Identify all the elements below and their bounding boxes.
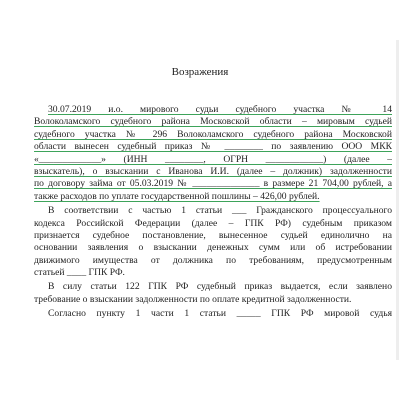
text-line: статьей ____ ГПК РФ. bbox=[34, 267, 125, 279]
text-line: Волоколамского судебного района Московской области – мировым судьей bbox=[34, 116, 392, 128]
document-title: Возражения bbox=[171, 66, 229, 78]
paragraph-3 bbox=[34, 281, 392, 306]
text-line: по договору займа от 05.03.2019 № ______________ в размере 21 704,00 рублей, а bbox=[34, 178, 392, 190]
text-line: Согласно пункту 1 части 1 статьи _____ ГПК РФ мировой судья bbox=[48, 308, 392, 320]
text-line: кодекса Российской Федерации (далее – ГПК РФ) судебным приказом bbox=[34, 217, 392, 229]
text-line: 30.07.2019 и.о. мирового судьи судебного участка № 14 bbox=[48, 104, 392, 115]
paragraph-1 bbox=[34, 104, 392, 203]
paragraph-4 bbox=[34, 308, 392, 320]
text-line: «_____________» (ИНН ________, ОГРН ____________) (далее – bbox=[34, 153, 392, 165]
text-line: В соответствии с частью 1 статьи ___ Гражданского процессуального bbox=[48, 205, 392, 217]
text-line: области вынесен судебный приказ № ________ по заявлению ООО МКК bbox=[34, 141, 392, 153]
text-line: взыскатель), о взыскании с Иванова И.И. (далее – должник) задолженности bbox=[34, 165, 392, 177]
text-line: В силу статьи 122 ГПК РФ судебный приказ выдается, если заявлено bbox=[48, 281, 392, 293]
paragraph-2 bbox=[34, 205, 392, 279]
document-body bbox=[34, 104, 392, 323]
text-line: судебного участка № 296 Волоколамского судебного района Московской bbox=[34, 128, 392, 140]
text-line: требование о взыскании задолженности по оплате кредитной задолженности. bbox=[34, 293, 352, 305]
page-edge-shadow bbox=[396, 40, 399, 360]
text-line: движимого имущества от должника по требованиям, предусмотренным bbox=[34, 254, 392, 266]
text-line: основании заявления о взыскании денежных сумм или об истребовании bbox=[34, 242, 392, 254]
text-line: признается судебное постановление, вынесенное судьей единолично на bbox=[34, 229, 392, 241]
text-line: также расходов по уплате государственной пошлины – 426,00 рублей. bbox=[34, 190, 320, 202]
